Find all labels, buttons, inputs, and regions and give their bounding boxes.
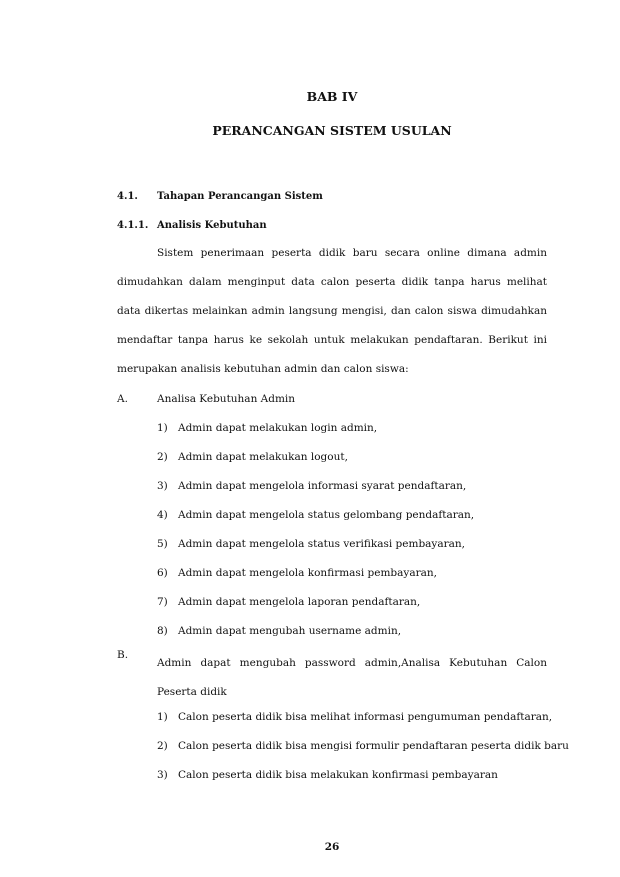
list-number: 8) xyxy=(157,625,168,637)
list-text: Admin dapat melakukan logout, xyxy=(178,451,348,463)
section-number: 4.1. xyxy=(117,191,138,202)
list-number: 6) xyxy=(157,567,168,579)
list-number: 1) xyxy=(157,422,168,434)
list-text: Admin dapat mengelola laporan pendaftaran, xyxy=(178,596,421,608)
list-text: Admin dapat melakukan login admin, xyxy=(178,422,378,434)
page-number: 26 xyxy=(324,841,340,853)
group-label: A. xyxy=(117,393,128,405)
list-text: Calon peserta didik bisa melakukan konfirmasi pembayaran xyxy=(178,769,498,781)
list-number: 1) xyxy=(157,711,168,723)
chapter-number: BAB IV xyxy=(306,89,358,104)
list-number: 7) xyxy=(157,596,168,608)
list-text: Admin dapat mengelola konfirmasi pembayaran, xyxy=(178,567,437,579)
list-number: 3) xyxy=(157,480,168,492)
group-title: Analisa Kebutuhan Admin xyxy=(157,393,296,405)
chapter-title: PERANCANGAN SISTEM USULAN xyxy=(212,123,452,138)
list-number: 5) xyxy=(157,538,168,550)
list-number: 2) xyxy=(157,740,168,752)
intro-paragraph xyxy=(117,239,547,384)
list-text: Admin dapat mengelola status gelombang pendaftaran, xyxy=(178,509,475,521)
list-text: Admin dapat mengubah username admin, xyxy=(178,625,402,637)
list-text: Admin dapat mengelola status verifikasi pembayaran, xyxy=(178,538,465,550)
list-text: Calon peserta didik bisa mengisi formulir pendaftaran peserta didik baru xyxy=(178,740,569,752)
section-title: Analisis Kebutuhan xyxy=(157,220,267,231)
list-text: Calon peserta didik bisa melihat informasi pengumuman pendaftaran, xyxy=(178,711,553,723)
list-number: 3) xyxy=(157,769,168,781)
list-text: Admin dapat mengelola informasi syarat pendaftaran, xyxy=(178,480,467,492)
section-number: 4.1.1. xyxy=(117,220,149,231)
list-number: 4) xyxy=(157,509,168,521)
group-label: B. xyxy=(117,649,129,661)
group-b-title: Admin dapat mengubah password admin,Analisa Kebutuhan Calon Peserta didik xyxy=(157,657,547,698)
intro-text: Sistem penerimaan peserta didik baru secara online dimana admin dimudahkan dalam menginput data calon peserta didik tanpa harus melihat data dikertas melainkan admin langsung mengisi, dan calon siswa dimudahkan mendaftar tanpa harus ke sekolah untuk melakukan pendaftaran. Berikut ini merupakan analisis kebutuhan admin dan calon siswa: xyxy=(117,247,547,375)
section-title: Tahapan Perancangan Sistem xyxy=(157,191,323,202)
list-number: 2) xyxy=(157,451,168,463)
